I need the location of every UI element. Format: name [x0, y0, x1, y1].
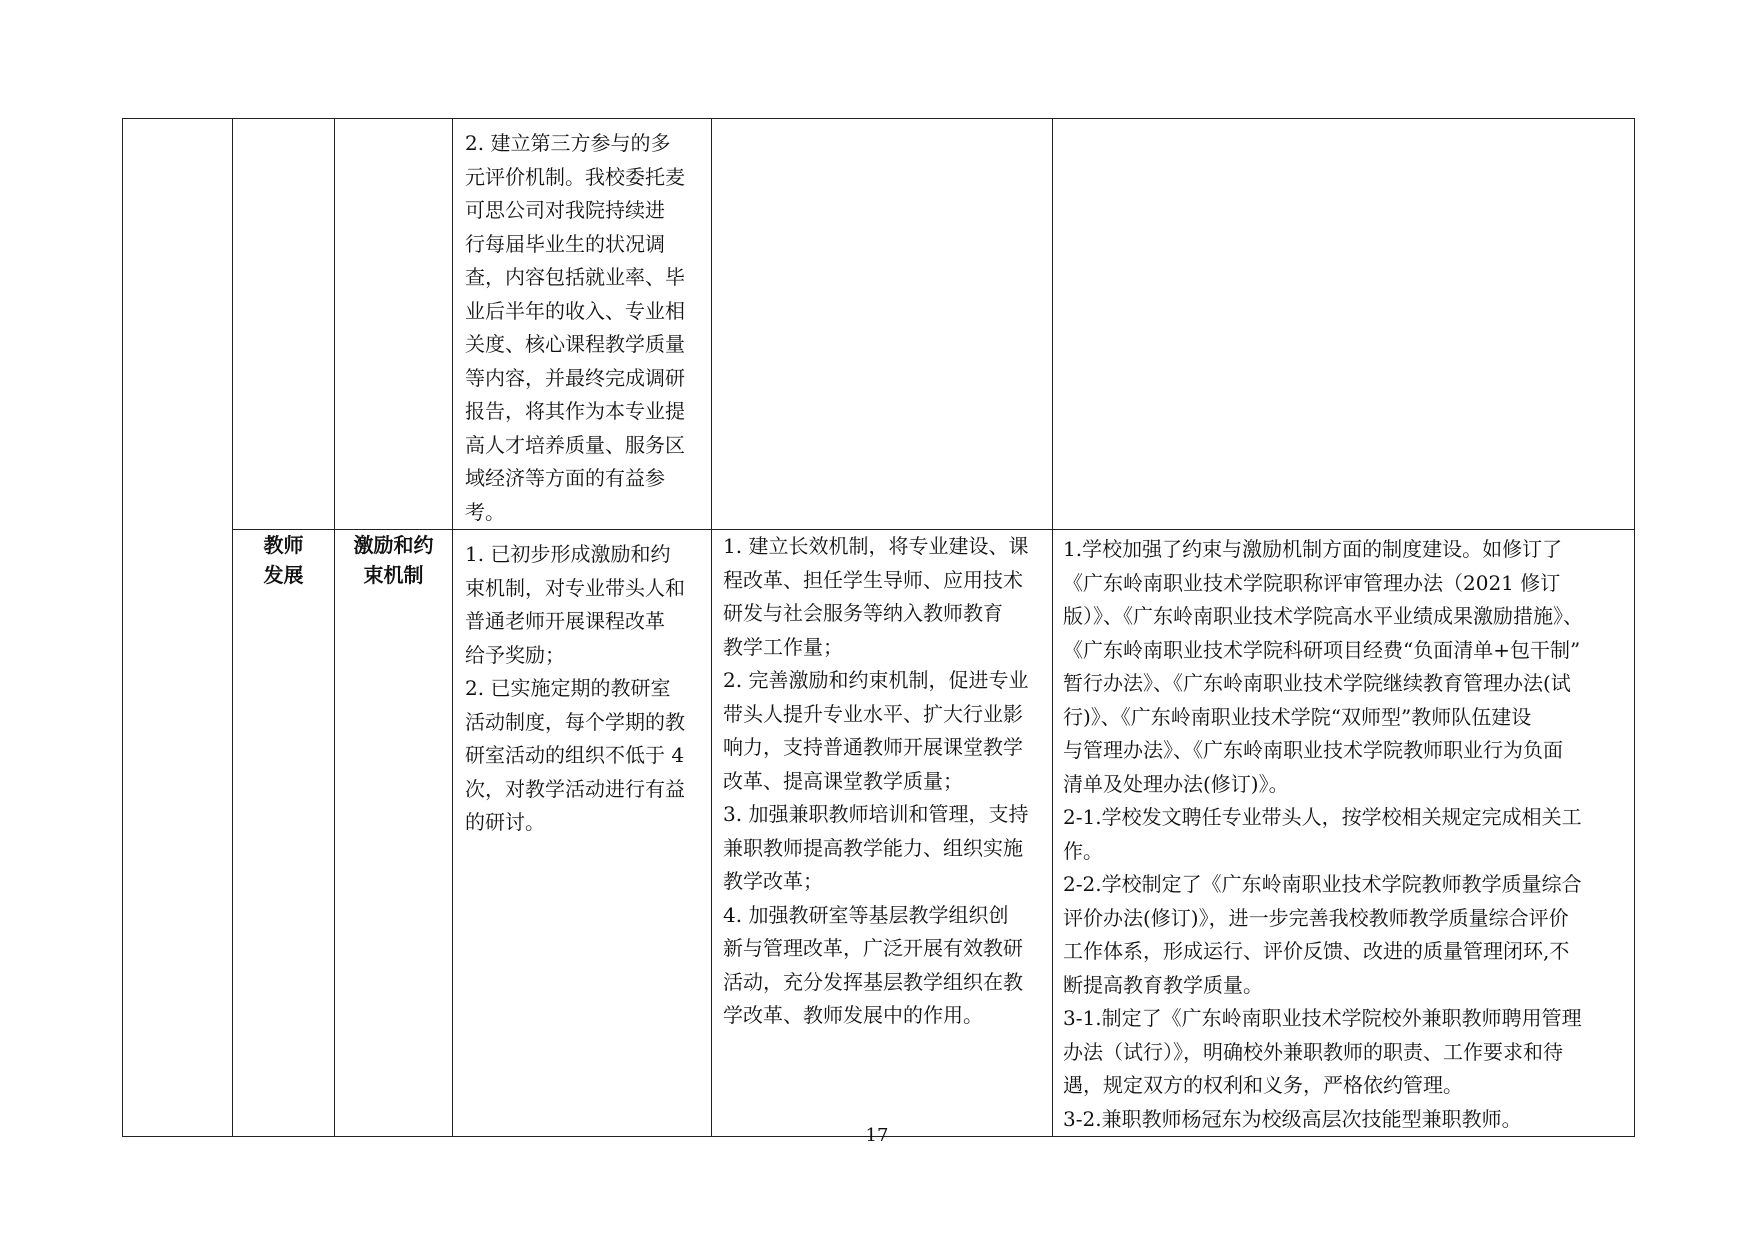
progress-cell [1053, 530, 1635, 1137]
table-row [123, 530, 1635, 1137]
current-status-text: 2. 建立第三方参与的多 元评价机制。我校委托麦 可思公司对我院持续进 行每届毕业生的状况调 查，内容包括就业率、毕 业后半年的收入、专业相 关度、核心课程教学质量 等内容，并最终完成调研 报告，将其作为本专业提 高人才培养质量、服务区 域经济等方面的有益参 考。 [465, 131, 685, 524]
measures-cell [712, 530, 1053, 1137]
progress-text: 1.学校加强了约束与激励机制方面的制度建设。如修订了 《广东岭南职业技术学院职称评审管理办法（2021 修订 版）》、《广东岭南职业技术学院高水平业绩成果激励措施》、 《广东岭南职业技术学院科研项目经费“负面清单+包干制” 暂行办法》、《广东岭南职业技术学院继续教育管理办法(试 行)》、《广东岭南职业技术学院“双师型”教师队伍建设 与管理办法》、《广东岭南职业技术学院教师职业行为负面 清单及处理办法(修订)》。 2-1.学校发文聘任专业带头人，按学校相关规定完成相关工 作。 2-2.学校制定了《广东岭南职业技术学院教师教学质量综合 评价办法(修订)》，进一步完善我校教师教学质量综合评价 工作体系，形成运行、评价反馈、改进的质量管理闭环,不 断提高教育教学质量。 3-1.制定了《广东岭南职业技术学院校外兼职教师聘用管理 办法（试行）》，明确校外兼职教师的职责、工作要求和待 遇，规定双方的权利和义务，严格依约管理。 3-2.兼职教师杨冠东为校级高层次技能型兼职教师。 [1063, 537, 1583, 1131]
progress-cell [1053, 119, 1635, 530]
item-cell [335, 530, 453, 1137]
item-label: 激励和约 束机制 [353, 533, 434, 587]
measures-text: 1. 建立长效机制，将专业建设、课 程改革、担任学生导师、应用技术 研发与社会服务等纳入教师教育 教学工作量； 2. 完善激励和约束机制，促进专业 带头人提升专业水平、扩大行业影 响力，支持普通教师开展课堂教学 改革、提高课堂教学质量； 3. 加强兼职教师培训和管理，支持 兼职教师提高教学能力、组织实施 教学改革； 4. 加强教研室等基层教学组织创 新与管理改革，广泛开展有效教研 活动，充分发挥基层教学组织在教 学改革、教师发展中的作用。 [723, 534, 1029, 1027]
empty-first-column-cell [123, 119, 233, 1137]
category-cell-empty [233, 119, 335, 530]
category-label: 教师 发展 [263, 533, 304, 587]
table-row [123, 119, 1635, 530]
current-status-cell [453, 119, 712, 530]
measures-cell [712, 119, 1053, 530]
page-number: 17 [865, 1125, 889, 1146]
category-cell [233, 530, 335, 1137]
evaluation-table [122, 118, 1635, 1137]
item-cell-empty [335, 119, 453, 530]
current-status-text: 1. 已初步形成激励和约 束机制，对专业带头人和 普通老师开展课程改革 给予奖励； 2. 已实施定期的教研室 活动制度，每个学期的教 研室活动的组织不低于 4 次，对教学活动进行有益 的研讨。 [465, 542, 685, 834]
current-status-cell [453, 530, 712, 1137]
